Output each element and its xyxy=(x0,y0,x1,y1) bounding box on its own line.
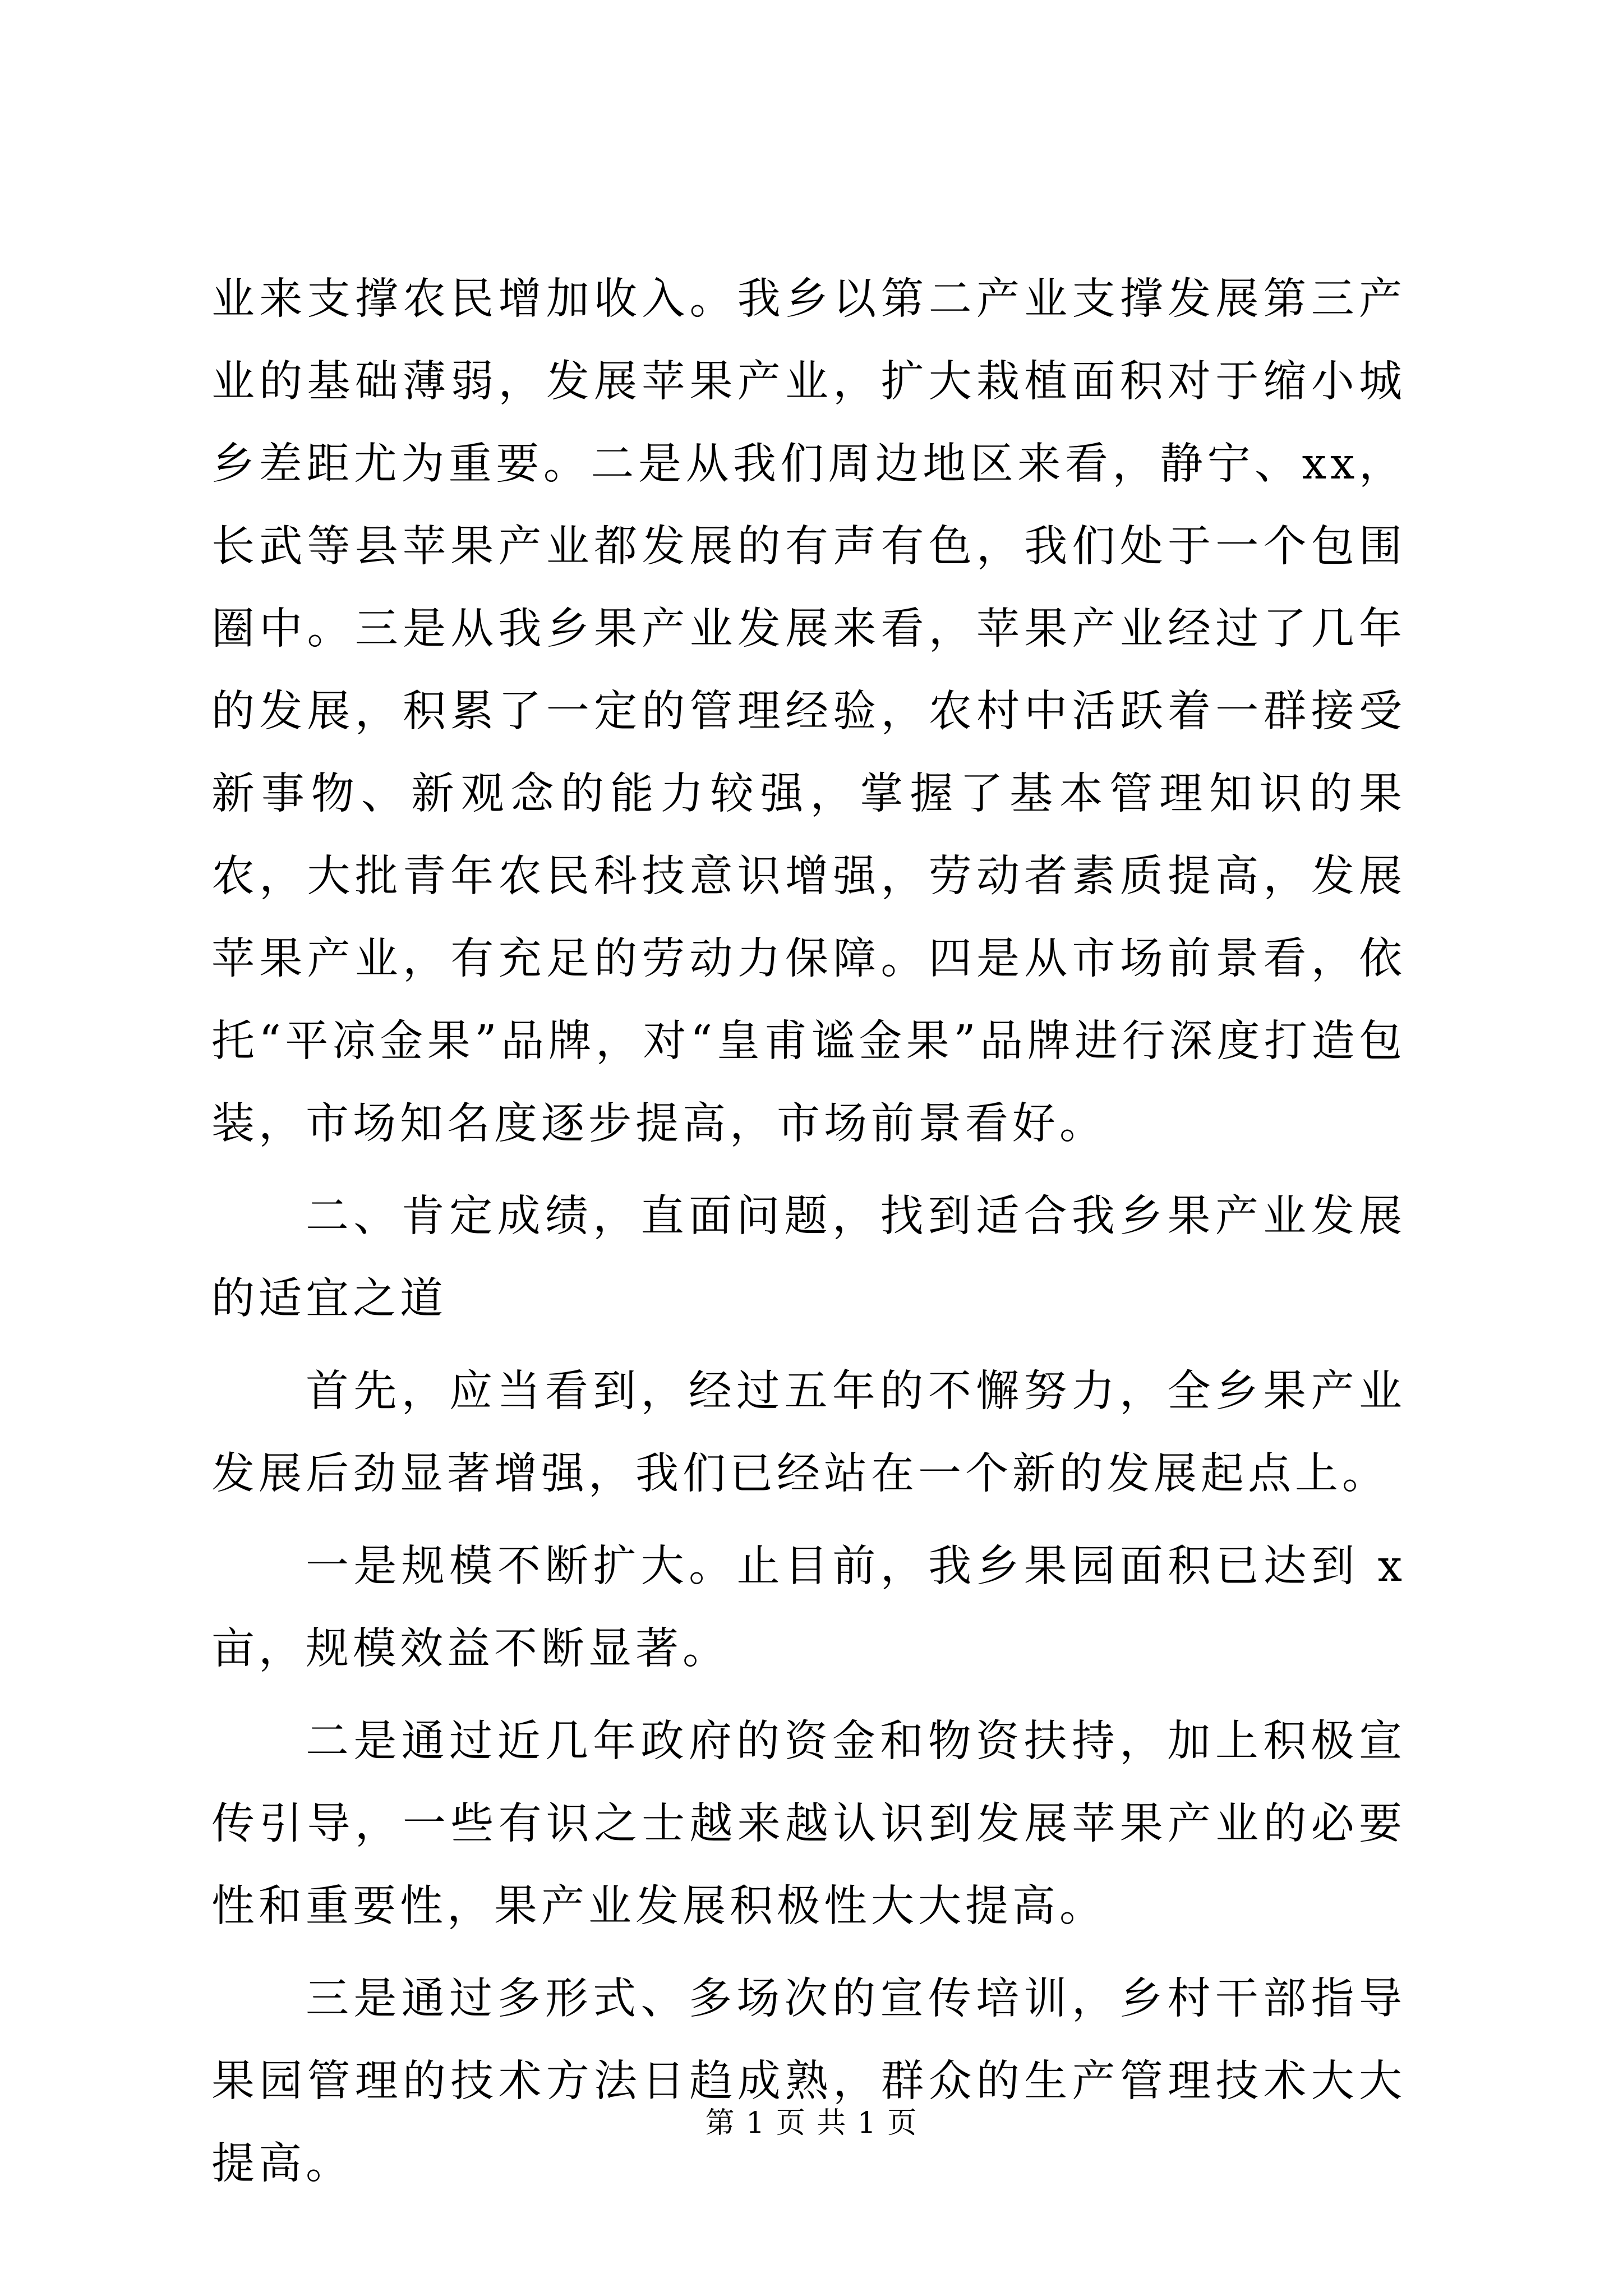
paragraph-5: 二是通过近几年政府的资金和物资扶持，加上积极宣传引导，一些有识之士越来越认识到发展苹果产业的必要性和重要性，果产业发展积极性大大提高。 xyxy=(211,1717,1406,1931)
section-heading-2: 二、肯定成绩，直面问题，找到适合我乡果产业发展的适宜之道 xyxy=(211,1191,1406,1324)
page-footer: 第 1 页 共 1 页 xyxy=(705,2106,918,2140)
paragraph-4: 一是规模不断扩大。止目前，我乡果园面积已达到 x 亩，规模效益不断显著。 xyxy=(211,1542,1406,1674)
paragraph-6: 三是通过多形式、多场次的宣传培训，乡村干部指导果园管理的技术方法日趋成熟，群众的生产管理技术大大提高。 xyxy=(211,1974,1406,2189)
paragraph-3: 首先，应当看到，经过五年的不懈努力，全乡果产业发展后劲显著增强，我们已经站在一个新的发展起点上。 xyxy=(211,1366,1406,1499)
document-body xyxy=(211,258,1406,2215)
paragraph-1: 业来支撑农民增加收入。我乡以第二产业支撑发展第三产业的基础薄弱，发展苹果产业，扩大栽植面积对于缩小城乡差距尤为重要。二是从我们周边地区来看，静宁、xx，长武等县苹果产业都发展的有声有色，我们处于一个包围圈中。三是从我乡果产业发展来看，苹果产业经过了几年的发展，积累了一定的管理经验，农村中活跃着一群接受新事物、新观念的能力较强，掌握了基本管理知识的果农，大批青年农民科技意识增强，劳动者素质提高，发展苹果产业，有充足的劳动力保障。四是从市场前景看，依托“平凉金果”品牌，对“皇甫谧金果”品牌进行深度打造包装，市场知名度逐步提高，市场前景看好。 xyxy=(211,274,1406,1149)
